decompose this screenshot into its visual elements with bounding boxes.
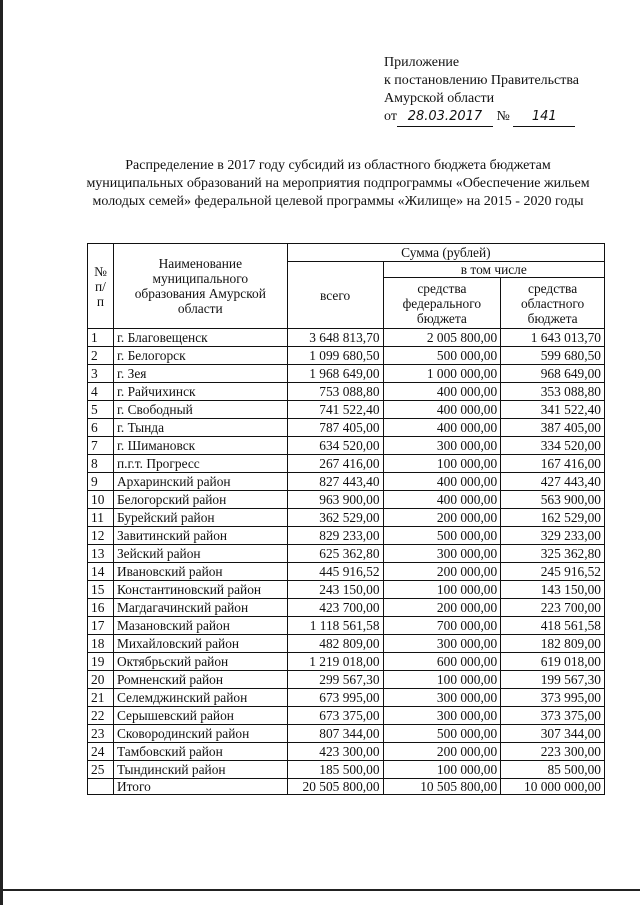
row-federal: 300 000,00: [383, 545, 501, 563]
row-municipality: Завитинский район: [113, 527, 287, 545]
row-total: 625 362,80: [287, 545, 383, 563]
row-municipality: Октябрьский район: [113, 653, 287, 671]
row-index: 5: [88, 401, 114, 419]
row-federal: 300 000,00: [383, 635, 501, 653]
row-index: 3: [88, 365, 114, 383]
row-federal: 300 000,00: [383, 437, 501, 455]
row-municipality: Бурейский район: [113, 509, 287, 527]
row-federal: 100 000,00: [383, 581, 501, 599]
row-regional: 619 018,00: [501, 653, 605, 671]
row-regional: 334 520,00: [501, 437, 605, 455]
handwritten-date: 28.03.2017: [397, 108, 493, 127]
table-row: [88, 347, 605, 365]
scan-edge-left: [0, 0, 3, 905]
totals-federal: 10 505 800,00: [383, 779, 501, 795]
row-total: 185 500,00: [287, 761, 383, 779]
row-index: 7: [88, 437, 114, 455]
row-index: 16: [88, 599, 114, 617]
row-federal: 400 000,00: [383, 383, 501, 401]
row-federal: 1 000 000,00: [383, 365, 501, 383]
row-regional: 162 529,00: [501, 509, 605, 527]
row-municipality: Серышевский район: [113, 707, 287, 725]
table-row: [88, 671, 605, 689]
table-row: [88, 455, 605, 473]
row-regional: 329 233,00: [501, 527, 605, 545]
row-total: 827 443,40: [287, 473, 383, 491]
table-row: [88, 635, 605, 653]
row-regional: 245 916,52: [501, 563, 605, 581]
row-total: 3 648 813,70: [287, 329, 383, 347]
row-regional: 387 405,00: [501, 419, 605, 437]
row-federal: 200 000,00: [383, 563, 501, 581]
row-index: 4: [88, 383, 114, 401]
row-index: 23: [88, 725, 114, 743]
row-index: 8: [88, 455, 114, 473]
row-total: 267 416,00: [287, 455, 383, 473]
header-municipality: Наименование муниципального образования Амурской области: [113, 244, 287, 329]
subsidy-table: [87, 243, 605, 795]
appendix-resolution: к постановлению Правительства: [384, 73, 580, 88]
table-row: [88, 707, 605, 725]
row-federal: 200 000,00: [383, 599, 501, 617]
row-regional: 599 680,50: [501, 347, 605, 365]
table-row: [88, 545, 605, 563]
row-total: 741 522,40: [287, 401, 383, 419]
row-municipality: г. Благовещенск: [113, 329, 287, 347]
row-index: 21: [88, 689, 114, 707]
row-index: 14: [88, 563, 114, 581]
row-total: 673 375,00: [287, 707, 383, 725]
appendix-date-line: [384, 108, 579, 127]
row-municipality: Мазановский район: [113, 617, 287, 635]
row-regional: 223 700,00: [501, 599, 605, 617]
totals-label: Итого: [113, 779, 287, 795]
scan-edge-bottom: [0, 889, 640, 891]
row-regional: 182 809,00: [501, 635, 605, 653]
row-federal: 400 000,00: [383, 473, 501, 491]
row-total: 753 088,80: [287, 383, 383, 401]
row-regional: 968 649,00: [501, 365, 605, 383]
row-regional: 223 300,00: [501, 743, 605, 761]
row-federal: 100 000,00: [383, 761, 501, 779]
row-municipality: Селемджинский район: [113, 689, 287, 707]
table-row: [88, 581, 605, 599]
row-index: 24: [88, 743, 114, 761]
row-total: 634 520,00: [287, 437, 383, 455]
table-row: [88, 401, 605, 419]
row-regional: 1 643 013,70: [501, 329, 605, 347]
table-row: [88, 599, 605, 617]
row-federal: 400 000,00: [383, 491, 501, 509]
row-index: 13: [88, 545, 114, 563]
row-federal: 400 000,00: [383, 419, 501, 437]
row-regional: 373 995,00: [501, 689, 605, 707]
table-row: [88, 383, 605, 401]
number-label: №: [496, 109, 510, 124]
row-total: 423 700,00: [287, 599, 383, 617]
row-municipality: Константиновский район: [113, 581, 287, 599]
row-index: 10: [88, 491, 114, 509]
row-regional: 85 500,00: [501, 761, 605, 779]
row-total: 1 968 649,00: [287, 365, 383, 383]
totals-regional: 10 000 000,00: [501, 779, 605, 795]
row-municipality: г. Зея: [113, 365, 287, 383]
row-index: 1: [88, 329, 114, 347]
row-municipality: Тамбовский район: [113, 743, 287, 761]
row-municipality: Зейский район: [113, 545, 287, 563]
row-municipality: г. Шимановск: [113, 437, 287, 455]
row-total: 673 995,00: [287, 689, 383, 707]
row-municipality: п.г.т. Прогресс: [113, 455, 287, 473]
table-row: [88, 563, 605, 581]
row-index: 9: [88, 473, 114, 491]
table-row: [88, 473, 605, 491]
table-row: [88, 491, 605, 509]
table-row: [88, 509, 605, 527]
row-regional: 563 900,00: [501, 491, 605, 509]
row-regional: 167 416,00: [501, 455, 605, 473]
row-municipality: г. Свободный: [113, 401, 287, 419]
row-municipality: Ивановский район: [113, 563, 287, 581]
row-index: 15: [88, 581, 114, 599]
appendix-region: Амурской области: [384, 91, 495, 106]
row-federal: 600 000,00: [383, 653, 501, 671]
totals-row: [88, 779, 605, 795]
appendix-title: Приложение: [384, 55, 460, 70]
table-row: [88, 725, 605, 743]
row-municipality: Ромненский район: [113, 671, 287, 689]
row-index: 2: [88, 347, 114, 365]
header-sum: Сумма (рублей): [287, 244, 604, 262]
table-row: [88, 743, 605, 761]
header-total: всего: [287, 262, 383, 329]
appendix-block: [384, 54, 579, 127]
row-index: 18: [88, 635, 114, 653]
row-total: 423 300,00: [287, 743, 383, 761]
header-regional: средства областного бюджета: [501, 278, 605, 329]
table-row: [88, 365, 605, 383]
row-federal: 200 000,00: [383, 509, 501, 527]
row-federal: 500 000,00: [383, 725, 501, 743]
row-total: 1 219 018,00: [287, 653, 383, 671]
row-total: 787 405,00: [287, 419, 383, 437]
row-index: 17: [88, 617, 114, 635]
row-federal: 500 000,00: [383, 527, 501, 545]
row-federal: 700 000,00: [383, 617, 501, 635]
table-row: [88, 689, 605, 707]
totals-index: [88, 779, 114, 795]
row-index: 12: [88, 527, 114, 545]
table-row: [88, 437, 605, 455]
row-total: 963 900,00: [287, 491, 383, 509]
row-federal: 300 000,00: [383, 689, 501, 707]
row-municipality: Тындинский район: [113, 761, 287, 779]
row-federal: 2 005 800,00: [383, 329, 501, 347]
row-regional: 427 443,40: [501, 473, 605, 491]
table-row: [88, 653, 605, 671]
handwritten-number: 141: [513, 108, 575, 127]
row-municipality: Белогорский район: [113, 491, 287, 509]
row-total: 1 118 561,58: [287, 617, 383, 635]
row-total: 445 916,52: [287, 563, 383, 581]
row-total: 243 150,00: [287, 581, 383, 599]
row-total: 362 529,00: [287, 509, 383, 527]
row-federal: 400 000,00: [383, 401, 501, 419]
row-municipality: Михайловский район: [113, 635, 287, 653]
row-index: 20: [88, 671, 114, 689]
table-row: [88, 761, 605, 779]
row-regional: 373 375,00: [501, 707, 605, 725]
row-federal: 100 000,00: [383, 455, 501, 473]
from-label: от: [384, 109, 397, 124]
row-index: 25: [88, 761, 114, 779]
row-index: 11: [88, 509, 114, 527]
row-total: 807 344,00: [287, 725, 383, 743]
table-row: [88, 527, 605, 545]
row-total: 482 809,00: [287, 635, 383, 653]
row-municipality: Сковородинский район: [113, 725, 287, 743]
totals-total: 20 505 800,00: [287, 779, 383, 795]
header-number: № п/ п: [88, 244, 114, 329]
row-regional: 307 344,00: [501, 725, 605, 743]
row-regional: 418 561,58: [501, 617, 605, 635]
row-regional: 199 567,30: [501, 671, 605, 689]
table-row: [88, 617, 605, 635]
table-row: [88, 419, 605, 437]
row-index: 6: [88, 419, 114, 437]
row-municipality: Магдагачинский район: [113, 599, 287, 617]
row-municipality: г. Белогорск: [113, 347, 287, 365]
row-federal: 200 000,00: [383, 743, 501, 761]
row-index: 22: [88, 707, 114, 725]
row-regional: 353 088,80: [501, 383, 605, 401]
row-federal: 500 000,00: [383, 347, 501, 365]
header-including: в том числе: [383, 262, 604, 278]
header-federal: средства федерального бюджета: [383, 278, 501, 329]
row-federal: 100 000,00: [383, 671, 501, 689]
row-regional: 143 150,00: [501, 581, 605, 599]
row-total: 299 567,30: [287, 671, 383, 689]
row-regional: 325 362,80: [501, 545, 605, 563]
row-total: 829 233,00: [287, 527, 383, 545]
row-index: 19: [88, 653, 114, 671]
row-federal: 300 000,00: [383, 707, 501, 725]
table-row: [88, 329, 605, 347]
document-title: Распределение в 2017 году субсидий из областного бюджета бюджетам муниципальных образований на мероприятия подпрограммы «Обеспечение жильем молодых семей» федеральной целевой программы «Жилище» на 2015 - 2020 годы: [86, 158, 590, 209]
row-municipality: Архаринский район: [113, 473, 287, 491]
row-municipality: г. Тында: [113, 419, 287, 437]
row-municipality: г. Райчихинск: [113, 383, 287, 401]
row-total: 1 099 680,50: [287, 347, 383, 365]
row-regional: 341 522,40: [501, 401, 605, 419]
